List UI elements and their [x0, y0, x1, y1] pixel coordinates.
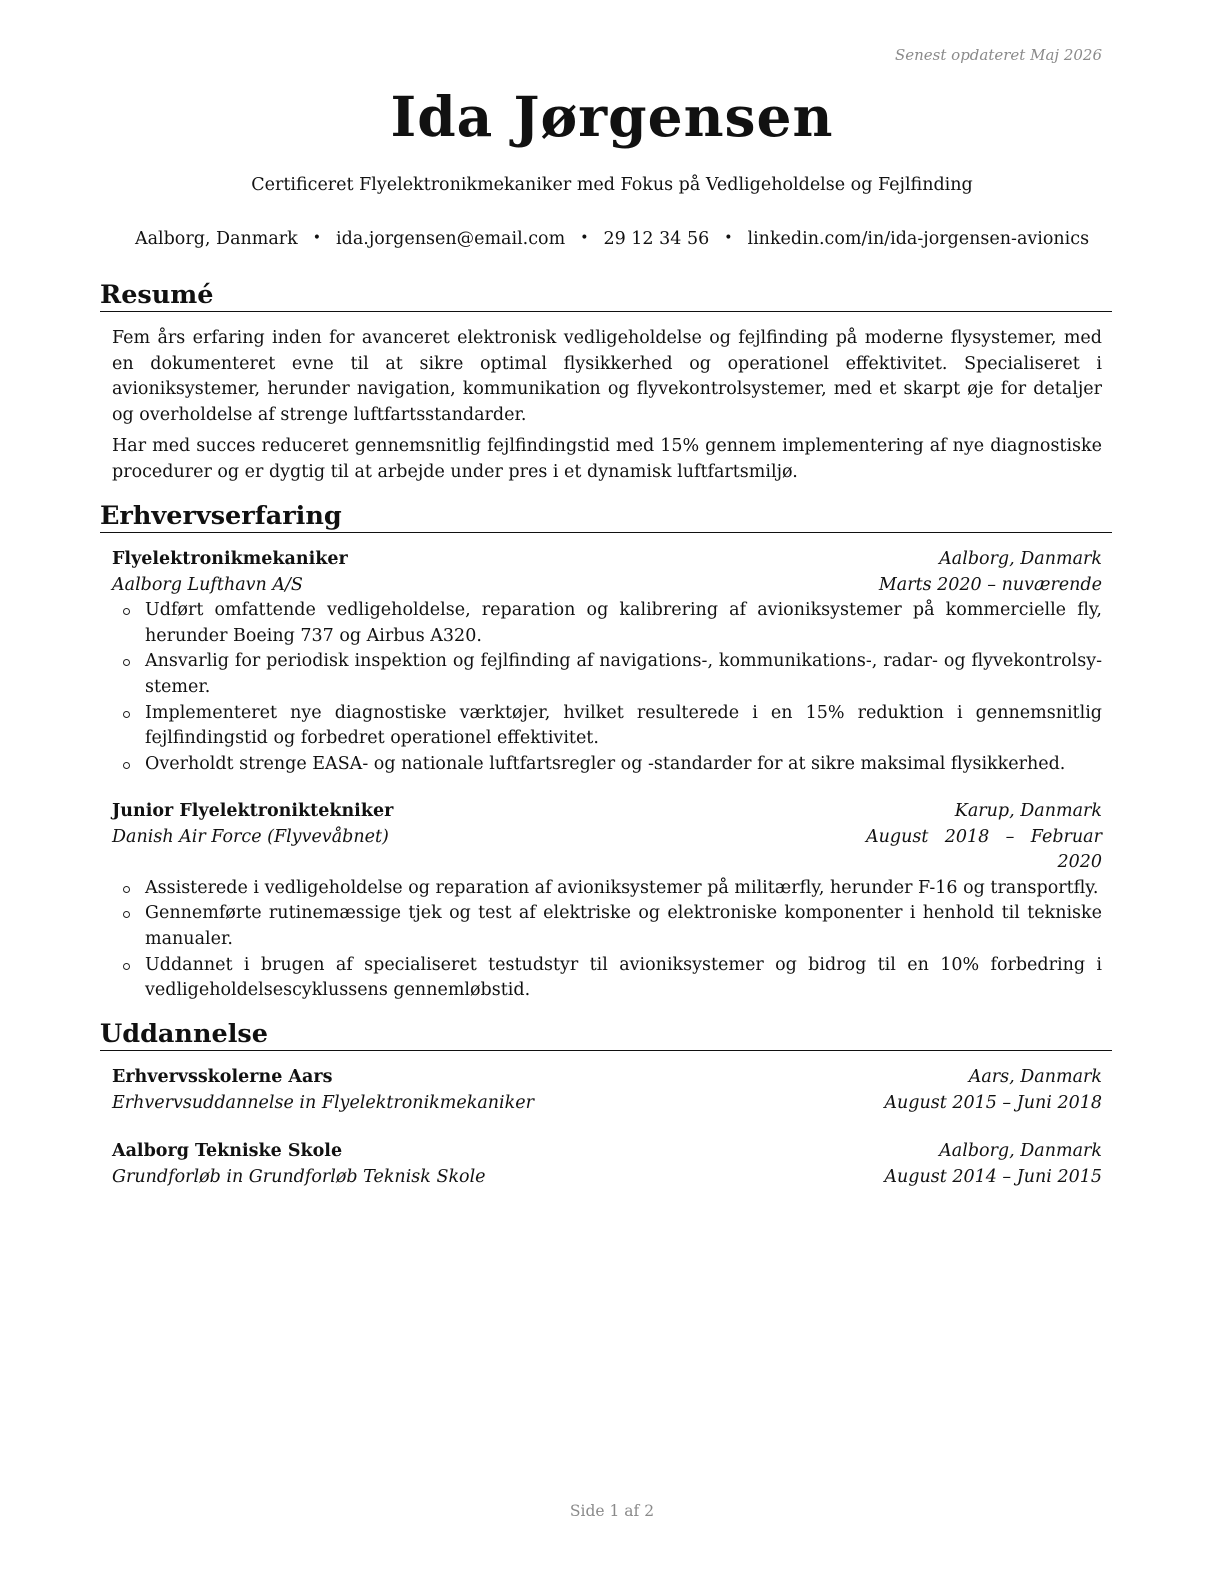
experience-entry: [112, 547, 1102, 777]
school-location: Aars, Danmark: [968, 1067, 1102, 1087]
headline: Certificeret Flyelektronikmekaniker med Fokus på Vedligeholdelse og Fejlfinding: [251, 175, 973, 195]
bullet-item: Uddannet i brugen af specialiseret testudstyr til avioniksystemer og bidrog til en 10% forbedring i vedligeholdelsescyklussens gennemløbstid.: [112, 953, 1102, 1004]
candidate-name: Ida Jørgensen: [390, 84, 834, 149]
contact-line: [0, 229, 1224, 249]
job-title: Flyelektronikmekaniker: [112, 549, 348, 569]
page-number: Side 1 af 2: [569, 1502, 655, 1520]
job-location: Aalborg, Danmark: [939, 549, 1102, 569]
section-title-experience: Erhvervserfaring: [100, 500, 1112, 533]
school-name: Erhvervsskolerne Aars: [112, 1067, 333, 1087]
education-entry: [112, 1065, 1102, 1116]
company-name: Aalborg Lufthavn A/S: [112, 574, 303, 595]
summary-paragraph: Har med succes reduceret gennemsnitlig fejlfindingstid med 15% gennem implementering af nye diagnostiske procedurer og er dygtig til at arbejde under pres i et dynamisk luftfartsmiljø.: [112, 436, 1102, 482]
contact-location: Aalborg, Danmark: [134, 229, 298, 249]
job-location: Karup, Danmark: [954, 801, 1102, 821]
education-dates: August 2014 – Juni 2015: [884, 1166, 1102, 1187]
separator-dot: •: [312, 230, 322, 246]
section-title-summary: Resumé: [100, 279, 1112, 312]
bullet-item: Assisterede i vedligeholdelse og reparation af avioniksystemer på militærfly, herunder F-16 og transportfly.: [112, 876, 1102, 902]
job-dates: August 2018 – Februar 2020: [866, 826, 1102, 873]
school-location: Aalborg, Danmark: [939, 1141, 1102, 1161]
job-bullets: [112, 598, 1102, 777]
bullet-item: Udført omfattende vedligeholdelse, reparation og kalibrering af avioniksystemer på kommercielle fly, herunder Boeing 737 og Airbus A320.: [112, 598, 1102, 649]
bullet-item: Overholdt strenge EASA- og nationale luftfartsregler og -standarder for at sikre maksimal flysikkerhed.: [112, 752, 1102, 778]
job-bullets: [112, 876, 1102, 1004]
degree: Grundforløb in Grundforløb Teknisk Skole: [112, 1166, 486, 1187]
experience-entry: [112, 799, 1102, 1004]
education-dates: August 2015 – Juni 2018: [884, 1092, 1102, 1113]
school-name: Aalborg Tekniske Skole: [112, 1141, 343, 1161]
section-title-education: Uddannelse: [100, 1018, 1112, 1051]
job-dates: Marts 2020 – nuværende: [878, 574, 1102, 595]
last-updated: Senest opdateret Maj 2026: [894, 46, 1102, 64]
degree: Erhvervsuddannelse in Flyelektronikmekaniker: [112, 1092, 534, 1113]
separator-dot: •: [724, 230, 733, 246]
contact-linkedin[interactable]: linkedin.com/in/ida-jorgensen-avionics: [747, 229, 1090, 249]
job-title: Junior Flyelektroniktekniker: [112, 801, 394, 821]
education-entry: [112, 1139, 1102, 1190]
bullet-item: Gennemførte rutinemæssige tjek og test af elektriske og elektroniske komponenter i henhold til tekniske manualer.: [112, 901, 1102, 952]
bullet-item: Ansvarlig for periodisk inspektion og fejlfinding af navigations-, kommunikations-, radar- og flyvekontrolsystemer.: [112, 649, 1102, 700]
summary-paragraph: Fem års erfaring inden for avanceret elektronisk vedligeholdelse og fejlfinding på moderne flysystemer, med en dokumenteret evne til at sikre optimal flysikkerhed og operationel effektivitet. Specialiseret i avioniksystemer, herunder navigation, kommunikation og flyvekontrolsystemer, med et skarpt øje for detaljer og overholdelse af strenge luftfartsstandarder.: [112, 328, 1102, 425]
contact-phone[interactable]: 29 12 34 56: [603, 229, 710, 249]
bullet-item: Implementeret nye diagnostiske værktøjer, hvilket resulterede i en 15% reduktion i gennemsnitlig fejlfindingstid og forbedret operationel effektivitet.: [112, 701, 1102, 752]
contact-email[interactable]: ida.jorgensen@email.com: [336, 229, 566, 249]
company-name: Danish Air Force (Flyvevåbnet): [112, 826, 389, 847]
summary: [112, 326, 1102, 492]
separator-dot: •: [580, 230, 589, 246]
